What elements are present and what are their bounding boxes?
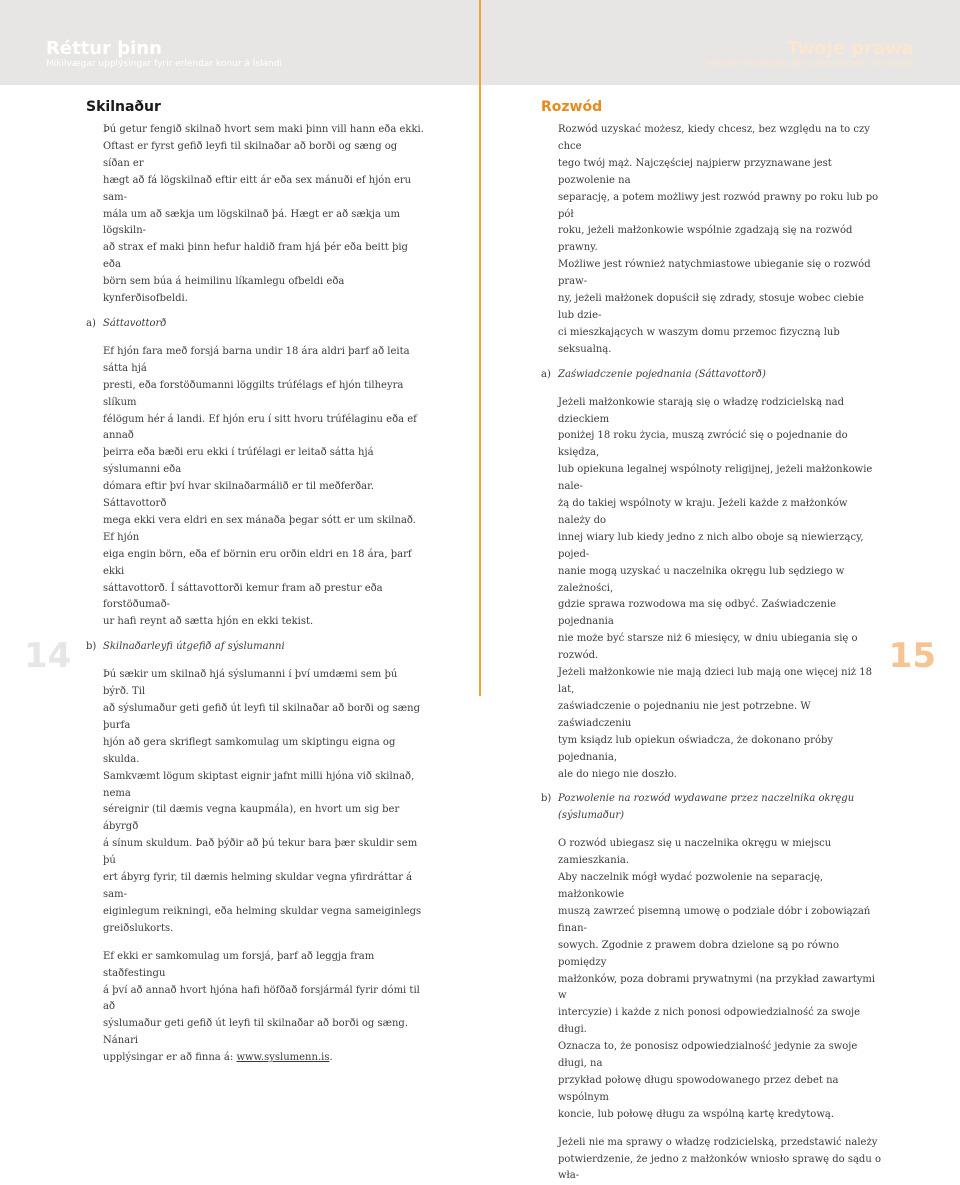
text-line: poniżej 18 roku życia, muszą zwrócić się o pojednanie do księdza, [558, 430, 848, 459]
text-line: sowych. Zgodnie z prawem dobra dzielone są po równo pomiędzy [558, 939, 839, 968]
syslumenn-link[interactable]: www.syslumenn.is [236, 1052, 330, 1064]
text-line [103, 1050, 424, 1067]
text-line: tym ksiądz lub opiekun oświadcza, że dokonano próby pojednania, [558, 734, 834, 763]
item-marker: b) [541, 793, 552, 805]
text-line: małżonków, poza dobrami prywatnymi (na przykład zawartymi w [558, 973, 876, 1002]
text-line: hjón að gera skriflegt samkomulag um skiptingu eigna og skulda. [103, 736, 396, 765]
item-marker: a) [86, 317, 96, 329]
text-line: roku, jeżeli małżonkowie wspólnie zgadzają się na rozwód prawny. [558, 225, 853, 254]
text-line: á því að annað hvort hjóna hafi höfðað forsjármál fyrir dómi til að [103, 984, 420, 1013]
text-line: lub opiekuna legalnej wspólnoty religijnej, jeżeli małżonkowie nale- [558, 464, 873, 493]
right-item-a-paragraph [541, 395, 883, 784]
text-line: Jeżeli małżonkowie nie mają dzieci lub mają one więcej niż 18 lat, [558, 667, 872, 695]
text-line: żą do takiej wspólnoty w kraju. Jeżeli każde z małżonków należy do [558, 498, 848, 526]
text-line: innej wiary lub kiedy jedno z nich albo oboje są niewierzący, pojed- [558, 531, 864, 560]
text-line: þeirra eða bæði eru ekki í trúfélagi er leitað sátta hjá sýslumanni eða [103, 447, 374, 476]
left-intro-paragraph [86, 122, 424, 308]
text-line: Þú getur fengið skilnað hvort sem maki þinn vill hann eða ekki. [103, 124, 424, 135]
right-item-b-title [541, 791, 883, 825]
text-line: séreignir (til dæmis vegna kaupmála), en hvort um sig ber ábyrgð [103, 804, 400, 833]
text-line: dómara eftir því hvar skilnaðarmálið er til meðferðar. Sáttavottorð [103, 481, 374, 510]
text-line: przykład połowę długu spowodowanego przez debet na wspólnym [558, 1074, 839, 1103]
final-period: . [329, 1052, 333, 1064]
text-line: nanie mogą uzyskać u naczelnika okręgu lub sędziego w zależności, [558, 565, 845, 594]
text-line: gdzie sprawa rozwodowa ma się odbyć. Zaświadczenie pojednania [558, 599, 837, 628]
item-title-text: Sáttavottorð [103, 317, 167, 329]
text-line: sáttavottorð. Í sáttavottorði kemur fram að prestur eða forstöðumað- [103, 582, 383, 611]
left-final-paragraph [86, 949, 424, 1067]
item-title-text-line2: (sýslumaður) [558, 810, 625, 822]
text-line: mála um að sækja um lögskilnað þá. Hægt er að sækja um lögskiln- [103, 208, 401, 237]
right-header-subtitle: ważne informacje dla cudzoziemek na Islandii [707, 59, 914, 69]
text-line: Możliwe jest również natychmiastowe ubieganie się o rozwód praw- [558, 259, 871, 288]
text-line: Ef ekki er samkomulag um forsjá, þarf að leggja fram staðfestingu [103, 950, 375, 979]
text-line: sýslumaður geti gefið út leyfi til skilnaðar að borði og sæng. Nánari [103, 1018, 409, 1047]
text-line: á sínum skuldum. Það þýðir að þú tekur bara þær skuldir sem þú [103, 838, 418, 867]
right-item-b-paragraph [541, 836, 883, 1123]
text-line: koncie, lub połowę długu za wspólną kartę kredytową. [558, 1108, 835, 1120]
left-item-b-paragraph [86, 667, 424, 938]
right-intro-paragraph [541, 122, 883, 359]
text-line: potwierdzenie, że jedno z małżonków wniosło sprawę do sądu o wła- [558, 1153, 881, 1182]
text-line: nie może być starsze niż 6 miesięcy, w dniu ubiegania się o rozwód. [558, 633, 858, 662]
text-line: tego twój mąż. Najczęściej najpierw przyznawane jest pozwolenie na [558, 157, 832, 186]
left-header-title: Réttur þinn [46, 38, 162, 59]
text-line: börn sem búa á heimilinu líkamlegu ofbeldi eða kynferðisofbeldi. [103, 276, 345, 305]
item-marker: a) [541, 368, 551, 380]
text-line: að strax ef maki þinn hefur haldið fram hjá þér eða beitt þig eða [103, 242, 408, 271]
right-final-paragraph [541, 1135, 883, 1185]
right-text-column [541, 122, 883, 1185]
text-line: hægt að fá lögskilnað eftir eitt ár eða sex mánuði ef hjón eru sam- [103, 174, 412, 203]
text-line: Rozwód uzyskać możesz, kiedy chcesz, bez względu na to czy chce [558, 124, 870, 152]
right-item-a-title [541, 367, 883, 384]
text-line: að sýslumaður geti gefið út leyfi til skilnaðar að borði og sæng þurfa [103, 703, 420, 731]
left-section-heading: Skilnaður [86, 99, 161, 115]
text-line: Jeżeli małżonkowie starają się o władzę rodzicielską nad dzieckiem [558, 396, 845, 425]
left-item-a-title [86, 316, 424, 333]
left-page-number: 14 [24, 636, 72, 676]
text-line: eiginlegum reikningi, eða helming skuldar vegna sameiginlegs [103, 905, 422, 917]
right-section-heading: Rozwód [541, 99, 603, 115]
text-line: greiðslukorts. [103, 922, 174, 934]
text-line: Þú sækir um skilnað hjá sýslumanni í því umdæmi sem þú býrð. Til [103, 669, 398, 698]
text-line: eiga engin börn, eða ef börnin eru orðin eldri en 18 ára, þarf ekki [103, 548, 412, 577]
text-line: ci mieszkających w waszym domu przemoc fizyczną lub seksualną. [558, 326, 840, 355]
item-title-text: Zaświadczenie pojednania (Sáttavottorð) [558, 368, 766, 380]
text-line: félögum hér á landi. Ef hjón eru í sitt hvoru trúfélaginu eða ef annað [103, 413, 417, 442]
text-line: ale do niego nie doszło. [558, 768, 677, 780]
text-line: muszą zawrzeć pisemną umowę o podziale dóbr i zobowiązań finan- [558, 905, 871, 934]
text-line: separację, a potem możliwy jest rozwód prawny po roku lub po pół [558, 191, 879, 220]
text-line: O rozwód ubiegasz się u naczelnika okręgu w miejscu zamieszkania. [558, 838, 832, 867]
text-line: Aby naczelnik mógł wydać pozwolenie na separację, małżonkowie [558, 872, 824, 900]
text-line: ny, jeżeli małżonek dopuścił się zdrady, stosuje wobec ciebie lub dzie- [558, 293, 864, 321]
item-marker: b) [86, 641, 97, 653]
text-line: Ef hjón fara með forsjá barna undir 18 ára aldri þarf að leita sátta hjá [103, 345, 410, 374]
text-line: Samkvæmt lögum skiptast eignir jafnt milli hjóna við skilnað, nema [103, 770, 415, 799]
item-title-text: Skilnaðarleyfi útgefið af sýslumanni [103, 641, 285, 653]
left-item-a-paragraph [86, 344, 424, 631]
left-header-subtitle: Mikilvægar upplýsingar fyrir erlendar konur á Íslandi [46, 59, 282, 69]
text-line: Oznacza to, że ponosisz odpowiedzialność jedynie za swoje długi, na [558, 1041, 858, 1070]
item-title-text: Pozwolenie na rozwód wydawane przez naczelnika okręgu [558, 793, 855, 805]
text-line: ert ábyrg fyrir, til dæmis helming skuldar vegna yfirdráttar á sam- [103, 872, 413, 900]
final-line-text: upplýsingar er að finna á: [103, 1052, 237, 1064]
text-line: intercyzie) i każde z nich ponosi odpowiedzialność za swoje długi. [558, 1007, 860, 1036]
text-line: Oftast er fyrst gefið leyfi til skilnaðar að borði og sæng og síðan er [103, 140, 398, 169]
text-line: mega ekki vera eldri en sex mánaða þegar sótt er um skilnað. Ef hjón [103, 514, 416, 543]
left-text-column [86, 122, 424, 1067]
left-item-b-title [86, 639, 424, 656]
text-line: Jeżeli nie ma sprawy o władzę rodzicielską, przedstawić należy [558, 1136, 878, 1148]
right-page-number: 15 [888, 636, 936, 676]
text-line: presti, eða forstöðumanni löggilts trúfélags ef hjón tilheyra slíkum [103, 379, 404, 408]
page-divider [479, 0, 481, 696]
right-header-title: Twoje prawa [787, 38, 914, 59]
text-line: ur hafi reynt að sætta hjón en ekki tekist. [103, 616, 314, 628]
text-line: zaświadczenie o pojednaniu nie jest potrzebne. W zaświadczeniu [558, 700, 811, 729]
